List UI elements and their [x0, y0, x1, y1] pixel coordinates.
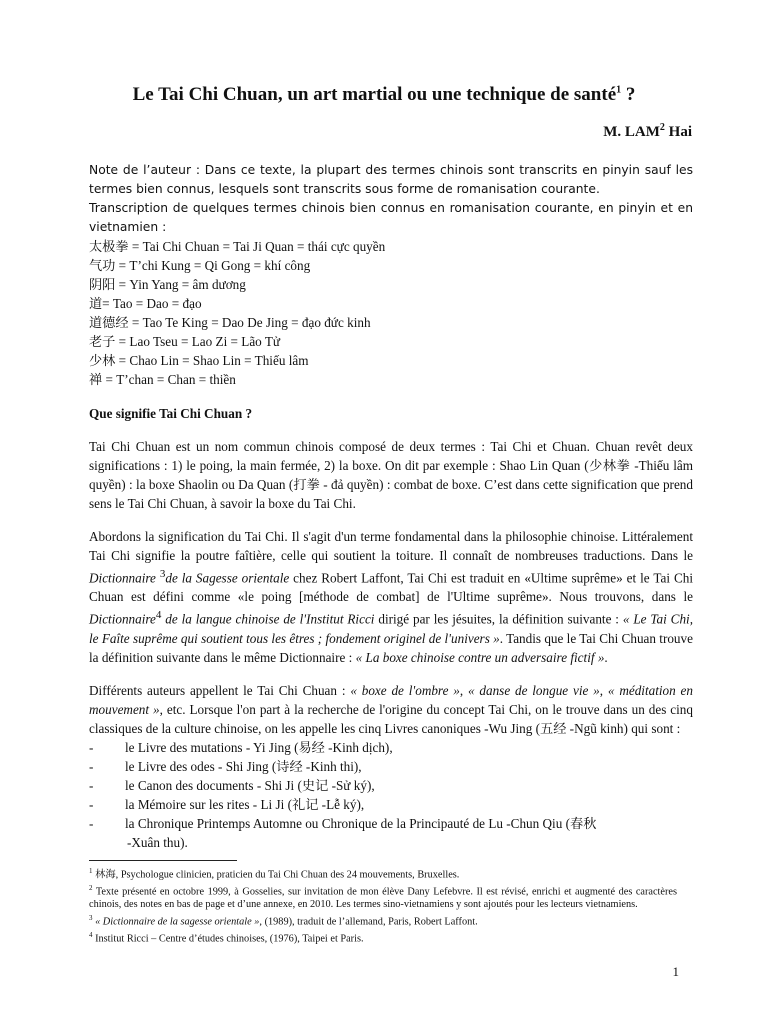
author-line [603, 124, 692, 141]
term-item: 气功 = T’chi Kung = Qi Gong = khí công [89, 258, 311, 273]
section-heading: Que signifie Tai Chi Chuan ? [89, 406, 253, 421]
list-item [89, 814, 693, 852]
text-run: dirigé par les jésuites, la définition suivante : [374, 611, 623, 627]
classics-list [89, 738, 693, 852]
book-title: Dictionnaire [89, 611, 156, 627]
footnote [89, 912, 677, 929]
note-paragraph: Note de l’auteur : Dans ce texte, la plupart des termes chinois sont transcrits en pinyin sauf les termes bien connus, lesquels sont transcrits sous forme de romanisation courante. [89, 163, 693, 196]
term-item: 太极拳 = Tai Chi Chuan = Tai Ji Quan = thái cực quyền [89, 239, 386, 254]
footnote-ref[interactable]: 1 [616, 84, 622, 96]
text-run: chez Robert Laffont, Tai Chi est traduit en «Ultime suprême» et le Tai Chi Chuan est défini comme «le poing [méthode de combat] de l'Ultime suprême». Nous trouvons, dans le [89, 570, 693, 605]
quotation: « boxe de l'ombre » [350, 682, 460, 698]
paragraph-tai-chi [89, 527, 693, 667]
text-run: . [604, 649, 608, 665]
page-title [0, 84, 768, 106]
footnotes [89, 865, 677, 947]
book-title: de la Sagesse orientale [165, 570, 290, 586]
footnote [89, 882, 677, 912]
list-item-continuation: -Xuân thu). [127, 834, 188, 850]
list-item [89, 738, 693, 757]
term-item: 少林 = Chao Lin = Shao Lin = Thiếu lâm [89, 353, 309, 368]
transcription-paragraph: Transcription de quelques termes chinois bien connus en romanisation courante, en pinyin et en vietnamien : [89, 201, 693, 234]
term-item: 道= Tao = Dao = đạo [89, 296, 202, 311]
footnote-ref[interactable]: 3 [159, 568, 166, 580]
footnote-text: 林海, Psychologue clinicien, praticien du Tai Chi Chuan des 24 mouvements, Bruxelles. [92, 869, 460, 881]
footnote-number: 4 [89, 931, 93, 940]
page-number: 1 [672, 964, 679, 979]
list-item [89, 776, 693, 795]
footnote [89, 865, 677, 882]
term-item: 道德经 = Tao Te King = Dao De Jing = đạo đức kinh [89, 315, 371, 330]
footnote-text: Texte présenté en octobre 1999, à Gosselies, sur invitation de mon élève Dany Lefebvre. Il est révisé, enrichi et augmenté des caractères chinois, des notes en bas de page et d’une annexe, en 2010. Les termes sino-vietnamiens y sont ajoutés pour les lecteurs vietnamiens. [89, 886, 677, 911]
quotation: « Le Tai Chi, le Faîte suprême qui soutient tous les êtres ; fondement originel de l'univers » [89, 611, 693, 646]
list-item [89, 757, 693, 776]
book-title: de la langue chinoise de l'Institut Ricci [161, 611, 375, 627]
text-run: Abordons la signification du Tai Chi. Il s'agit d'un terme fondamental dans la philosophie chinoise. Littéralement Tai Chi signifie la poutre faîtière, celle qui soutient la toiture. Il connaît de nombreuses traductions. Dans le [89, 529, 693, 563]
paragraph-authors [89, 681, 693, 738]
quotation: « danse de longue vie » [467, 682, 600, 698]
title-text: Le Tai Chi Chuan, un art martial ou une technique de santé [132, 84, 617, 105]
terms-list [89, 237, 693, 389]
footnote-title: « Dictionnaire de la sagesse orientale » [92, 916, 260, 928]
footnote-text: , (1989), traduit de l’allemand, Paris, Robert Laffont. [259, 916, 478, 928]
footnote-number: 3 [89, 914, 93, 923]
list-item-text: la Chronique Printemps Automne ou Chronique de la Principauté de Lu -Chun Qiu (春秋 [125, 815, 597, 831]
text-run: Différents auteurs appellent le Tai Chi Chuan : [89, 682, 351, 698]
list-item-text: la Mémoire sur les rites - Li Ji (礼记 -Lễ ký), [125, 796, 365, 812]
list-item-text: le Canon des documents - Shi Ji (史记 -Sử ký), [125, 777, 375, 793]
footnote-ref[interactable]: 2 [659, 122, 665, 133]
text-run: . Tandis que le Tai Chi Chuan trouve la définition suivante dans le même Dictionnaire : [89, 630, 693, 665]
list-item-text: le Livre des mutations - Yi Jing (易经 -Kinh dịch), [125, 739, 393, 755]
footnote-divider [89, 860, 237, 861]
quotation: « La boxe chinoise contre un adversaire fictif » [355, 649, 605, 665]
list-dash: - [89, 815, 94, 831]
footnote [89, 929, 677, 946]
text-run: , [599, 682, 608, 698]
footnote-text: Institut Ricci – Centre d’études chinoises, (1976), Taipei et Paris. [92, 933, 364, 945]
footnote-ref[interactable]: 4 [155, 609, 162, 622]
title-end: ? [621, 84, 636, 105]
text-run: , etc. Lorsque l'on part à la recherche de l'origine du concept Tai Chi, on le trouve dans un des cinq classiques de la culture chinoise, on les appelle les cinq Livres canoniques -Wu Jing (五经 -Ngũ kinh) qui sont : [89, 701, 693, 736]
body-text [89, 161, 693, 852]
book-title: Dictionnaire [89, 570, 160, 586]
list-dash: - [89, 796, 94, 812]
term-item: 老子 = Lao Tseu = Lao Zi = Lão Tử [89, 334, 281, 349]
list-dash: - [89, 739, 94, 755]
list-dash: - [89, 758, 94, 774]
paragraph-meaning: Tai Chi Chuan est un nom commun chinois composé de deux termes : Tai Chi et Chuan. Chuan revêt deux significations : 1) le poing, la main fermée, 2) la boxe. On dit par exemple : Shao Lin Quan (少林拳 -Thiếu lâm quyền) : la boxe Shaolin ou Da Quan (打拳 - đả quyền) : combat de boxe. C’est dans cette signification que prend sens le Tai Chi Chuan, à savoir la boxe du Tai Chi. [89, 439, 693, 511]
author-surname: Hai [664, 124, 692, 140]
footnote-number: 2 [89, 884, 93, 893]
quotation: « méditation en mouvement » [89, 682, 694, 717]
author-note [89, 161, 693, 237]
footnote-number: 1 [89, 867, 93, 875]
list-dash: - [89, 777, 94, 793]
term-item: 阴阳 = Yin Yang = âm dương [89, 277, 246, 292]
list-item-text: le Livre des odes - Shi Jing (诗经 -Kinh thi), [125, 758, 362, 774]
author-name: M. LAM [603, 124, 660, 140]
term-item: 禅 = T’chan = Chan = thiền [89, 372, 236, 387]
list-item [89, 795, 693, 814]
text-run: , [459, 682, 468, 698]
